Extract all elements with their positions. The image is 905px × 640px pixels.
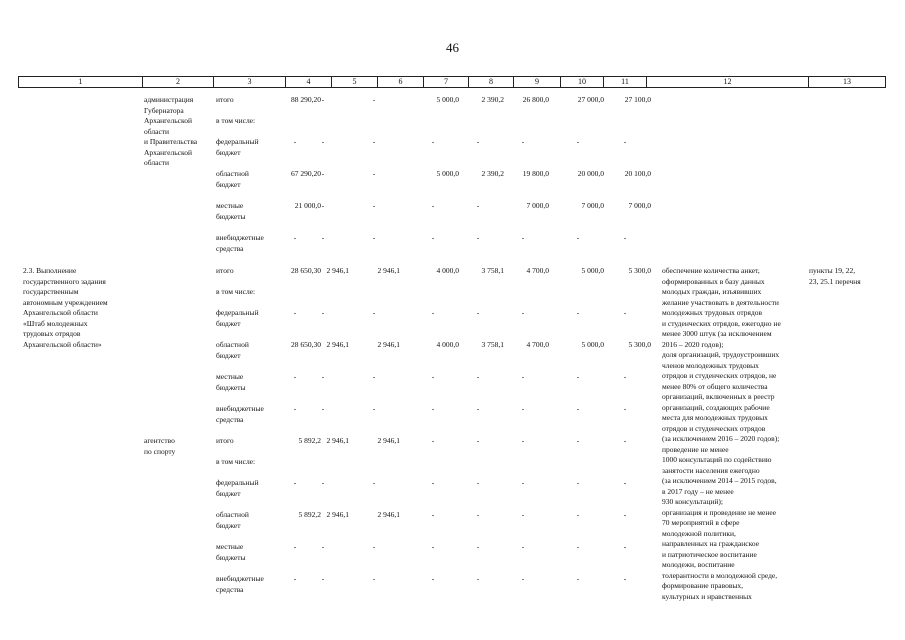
block3-cell-value: - [431,510,435,519]
block3-row-label: областной [216,510,249,519]
block3-cell-value: - [293,574,297,583]
block3-cell-value: - [576,574,580,583]
block2-cell-value: - [321,308,325,317]
expected-result: 1000 консультаций по содействию [662,455,772,464]
block1-cell-value: - [372,137,376,146]
block1-cell-value: 27 000,0 [577,95,604,104]
executor-label: по спорту [144,446,176,456]
block3-cell-value: - [576,478,580,487]
block1-row-label: областной [216,169,249,178]
block1-row-label: в том числе: [216,116,256,125]
measure-title: «Штаб молодежных [23,318,88,328]
block1-cell-value: - [321,169,325,178]
expected-result: (за исключением 2016 – 2020 годов); [662,434,780,443]
block3-cell-value: - [521,542,525,551]
block3-cell-value: - [521,478,525,487]
block1-row-label: местные [216,201,244,210]
block2-cell-value: - [521,404,525,413]
expected-result: 2016 – 2020 годов); [662,339,724,349]
block3-cell-value: - [431,478,435,487]
block1-cell-value: - [431,233,435,242]
block3-cell-value: - [521,574,525,583]
block2-cell-value: 5 300,0 [628,266,651,275]
block1-cell-value: 19 800,0 [522,169,549,178]
measure-title: автономным учреждением [23,297,108,307]
block1-cell-value: 2 390,2 [481,95,504,104]
block3-cell-value: - [623,510,627,519]
block3-cell-value: 2 946,1 [326,436,349,445]
block1-cell-value: 7 000,0 [628,201,651,210]
block3-cell-value: - [431,542,435,551]
block2-cell-value: - [293,404,297,413]
block2-cell-value: - [372,404,376,413]
block3-cell-value: - [476,436,480,445]
block1-cell-value: - [372,169,376,178]
expected-result: обеспечение количества анкет, [662,266,760,275]
block1-cell-value: - [293,137,297,146]
block1-row-label: бюджет [216,147,241,157]
block3-row-label: в том числе: [216,457,256,466]
block1-cell-value: 20 100,0 [624,169,651,178]
block3-cell-value: - [476,542,480,551]
block3-cell-value: - [576,436,580,445]
block1-cell-value: 20 000,0 [577,169,604,178]
block3-row-label: средства [216,584,244,594]
block1-cell-value: - [476,137,480,146]
block2-cell-value: 2 946,1 [326,266,349,275]
block2-cell-value: - [293,308,297,317]
block1-cell-value: - [321,95,325,104]
executor-label: Архангельской [144,116,192,125]
block2-row-label: итого [216,266,234,275]
expected-result: культурных и нравственных [662,591,752,601]
expected-result: молодежи, воспитание [662,560,735,569]
expected-result: формирование правовых, [662,581,744,590]
block2-cell-value: - [321,404,325,413]
block2-row-label: областной [216,340,249,349]
expected-result: и студенческих отрядов, ежегодно не [662,318,781,328]
col-header: 13 [808,77,885,87]
expected-result: молодежной политики, [662,528,736,538]
col-header: 12 [646,77,808,87]
block2-cell-value: - [521,372,525,381]
measure-title: государственного задания [23,276,106,286]
expected-result: организация и проведение не менее [662,507,777,517]
block1-cell-value: 7 000,0 [526,201,549,210]
block2-cell-value: - [476,308,480,317]
block2-row-label: местные [216,372,244,381]
expected-result: 70 мероприятий в сфере [662,518,740,527]
measure-title: 2.3. Выполнение [23,266,77,275]
block3-cell-value: 2 946,1 [377,436,400,445]
block3-cell-value: - [623,542,627,551]
block2-row-label: бюджет [216,350,241,360]
col-header: 7 [423,77,468,87]
executor-label: администрация [144,95,194,104]
block3-row-label: федеральный [216,478,259,487]
list-reference: 23, 25.1 перечня [809,276,861,286]
block3-cell-value: - [431,574,435,583]
block3-cell-value: 5 892,2 [298,510,321,519]
expected-result: отрядов и студенческих отрядов [662,423,766,433]
block2-cell-value: 5 000,0 [581,340,604,349]
block2-cell-value: 2 946,1 [326,340,349,349]
block1-row-label: бюджеты [216,211,246,221]
col-header: 1 [78,77,83,86]
block2-cell-value: 4 000,0 [436,266,459,275]
expected-result: занятости населения ежегодно [662,465,760,475]
executor-label: и Правительства [144,137,198,146]
block2-cell-value: 5 300,0 [628,340,651,349]
list-reference: пункты 19, 22, [809,266,856,275]
block1-cell-value: - [521,137,525,146]
col-header: 2 [142,77,213,87]
block2-cell-value: 3 758,1 [481,340,504,349]
block3-cell-value: - [476,478,480,487]
block1-cell-value: - [521,233,525,242]
expected-result: места для молодежных трудовых [662,413,768,422]
block3-cell-value: 2 946,1 [326,510,349,519]
block3-cell-value: - [576,510,580,519]
block2-cell-value: - [431,308,435,317]
column-number-header [18,76,886,88]
expected-result: толерантности в молодежной среде, [662,570,778,580]
block1-row-label: внебюджетные [216,233,264,242]
executor-label: области [144,126,170,136]
block1-cell-value: - [576,137,580,146]
block1-cell-value: - [372,95,376,104]
block2-row-label: бюджет [216,318,241,328]
executor-label: Архангельской [144,147,192,157]
col-header: 4 [285,77,331,87]
block2-row-label: внебюджетные [216,404,264,413]
block1-cell-value: - [293,233,297,242]
block2-row-label: бюджеты [216,382,246,392]
block1-cell-value: 27 100,0 [624,95,651,104]
expected-result: менее 3000 штук (за исключением [662,329,772,338]
block3-cell-value: - [321,574,325,583]
block3-cell-value: - [623,574,627,583]
block1-cell-value: 2 390,2 [481,169,504,178]
block1-cell-value: 67 290,20 [291,169,321,178]
block3-cell-value: - [521,510,525,519]
block3-cell-value: - [623,478,627,487]
block3-row-label: внебюджетные [216,574,264,583]
measure-title: трудовых отрядов [23,329,81,338]
block2-cell-value: - [576,404,580,413]
expected-result: в 2017 году – не менее [662,486,734,496]
expected-result: (за исключением 2014 – 2015 годов, [662,476,777,485]
block3-cell-value: - [372,574,376,583]
block3-cell-value: - [623,436,627,445]
expected-result: членов молодежных трудовых [662,360,759,370]
block3-row-label: итого [216,436,234,445]
block2-cell-value: - [623,308,627,317]
block2-cell-value: - [576,308,580,317]
block1-cell-value: - [372,201,376,210]
expected-result: оформированных в базу данных [662,276,765,286]
block1-cell-value: 88 290,20 [291,95,321,104]
block2-cell-value: 4 000,0 [436,340,459,349]
block2-row-label: в том числе: [216,287,256,296]
block2-cell-value: - [431,404,435,413]
block3-cell-value: - [293,478,297,487]
block2-cell-value: - [623,372,627,381]
block2-cell-value: - [372,308,376,317]
block1-cell-value: 7 000,0 [581,201,604,210]
expected-result: направленных на гражданское [662,539,760,548]
block3-cell-value: - [293,542,297,551]
block2-cell-value: - [521,308,525,317]
block3-cell-value: - [372,478,376,487]
block2-cell-value: 3 758,1 [481,266,504,275]
block3-cell-value: - [372,542,376,551]
col-header: 9 [513,77,560,87]
measure-title: Архангельской области» [23,339,102,349]
expected-result: молодых граждан, изъявивших [662,287,762,296]
block2-cell-value: - [623,404,627,413]
block2-cell-value: 2 946,1 [377,340,400,349]
block2-cell-value: - [293,372,297,381]
block1-row-label: федеральный [216,137,259,146]
block1-cell-value: - [476,233,480,242]
block2-cell-value: 4 700,0 [526,340,549,349]
block1-cell-value: 26 800,0 [522,95,549,104]
block3-cell-value: - [476,574,480,583]
block2-cell-value: - [576,372,580,381]
block1-cell-value: - [321,233,325,242]
block1-cell-value: 21 000,0 [294,201,321,210]
measure-title: Архангельской области [23,308,98,317]
block3-cell-value: 2 946,1 [377,510,400,519]
col-header: 11 [603,77,646,87]
block3-cell-value: - [431,436,435,445]
block2-cell-value: 5 000,0 [581,266,604,275]
block2-cell-value: - [476,404,480,413]
block3-cell-value: - [321,478,325,487]
page-number: 46 [446,40,459,55]
block1-row-label: средства [216,243,244,253]
expected-result: отрядов и студенческих отрядов, не [662,371,777,380]
expected-result: доля организаций, трудоустроивших [662,350,780,359]
col-header: 6 [377,77,423,87]
col-header: 10 [560,77,603,87]
block1-cell-value: 5 000,0 [436,95,459,104]
block1-cell-value: - [372,233,376,242]
expected-result: менее 80% от общего количества [662,381,768,391]
block1-cell-value: - [321,137,325,146]
expected-result: 930 консультаций); [662,497,723,506]
block3-cell-value: - [576,542,580,551]
executor-label: Губернатора [144,105,184,115]
measure-title: государственным [23,287,79,296]
executor-label: агентство [144,436,175,445]
block2-cell-value: 4 700,0 [526,266,549,275]
block2-cell-value: - [476,372,480,381]
block3-cell-value: 5 892,2 [298,436,321,445]
col-header: 5 [331,77,377,87]
block3-cell-value: - [521,436,525,445]
block3-row-label: бюджеты [216,552,246,562]
block2-cell-value: - [372,372,376,381]
expected-result: желание участвовать в деятельности [662,297,779,307]
block2-row-label: федеральный [216,308,259,317]
expected-result: проведение не менее [662,444,729,454]
block2-row-label: средства [216,414,244,424]
expected-result: организаций, включенных в реестр [662,392,775,401]
col-header: 8 [468,77,513,87]
block3-cell-value: - [476,510,480,519]
block3-row-label: бюджет [216,488,241,498]
col-header: 3 [213,77,285,87]
block1-cell-value: - [431,201,435,210]
expected-result: и патриотическое воспитание [662,549,757,559]
block1-row-label: итого [216,95,234,104]
executor-label: области [144,158,170,167]
block2-cell-value: 28 650,30 [291,340,321,349]
block1-cell-value: - [321,201,325,210]
block1-cell-value: - [623,137,627,146]
block1-cell-value: - [623,233,627,242]
block2-cell-value: 2 946,1 [377,266,400,275]
block1-cell-value: - [431,137,435,146]
block2-cell-value: - [431,372,435,381]
block2-cell-value: 28 650,30 [291,266,321,275]
block1-cell-value: - [476,201,480,210]
block3-row-label: местные [216,542,244,551]
expected-result: молодежных трудовых отрядов [662,308,763,317]
block1-cell-value: - [576,233,580,242]
block1-cell-value: 5 000,0 [436,169,459,178]
block1-row-label: бюджет [216,179,241,189]
block3-row-label: бюджет [216,520,241,530]
block2-cell-value: - [321,372,325,381]
block3-cell-value: - [321,542,325,551]
expected-result: организаций, создающих рабочие [662,402,770,412]
